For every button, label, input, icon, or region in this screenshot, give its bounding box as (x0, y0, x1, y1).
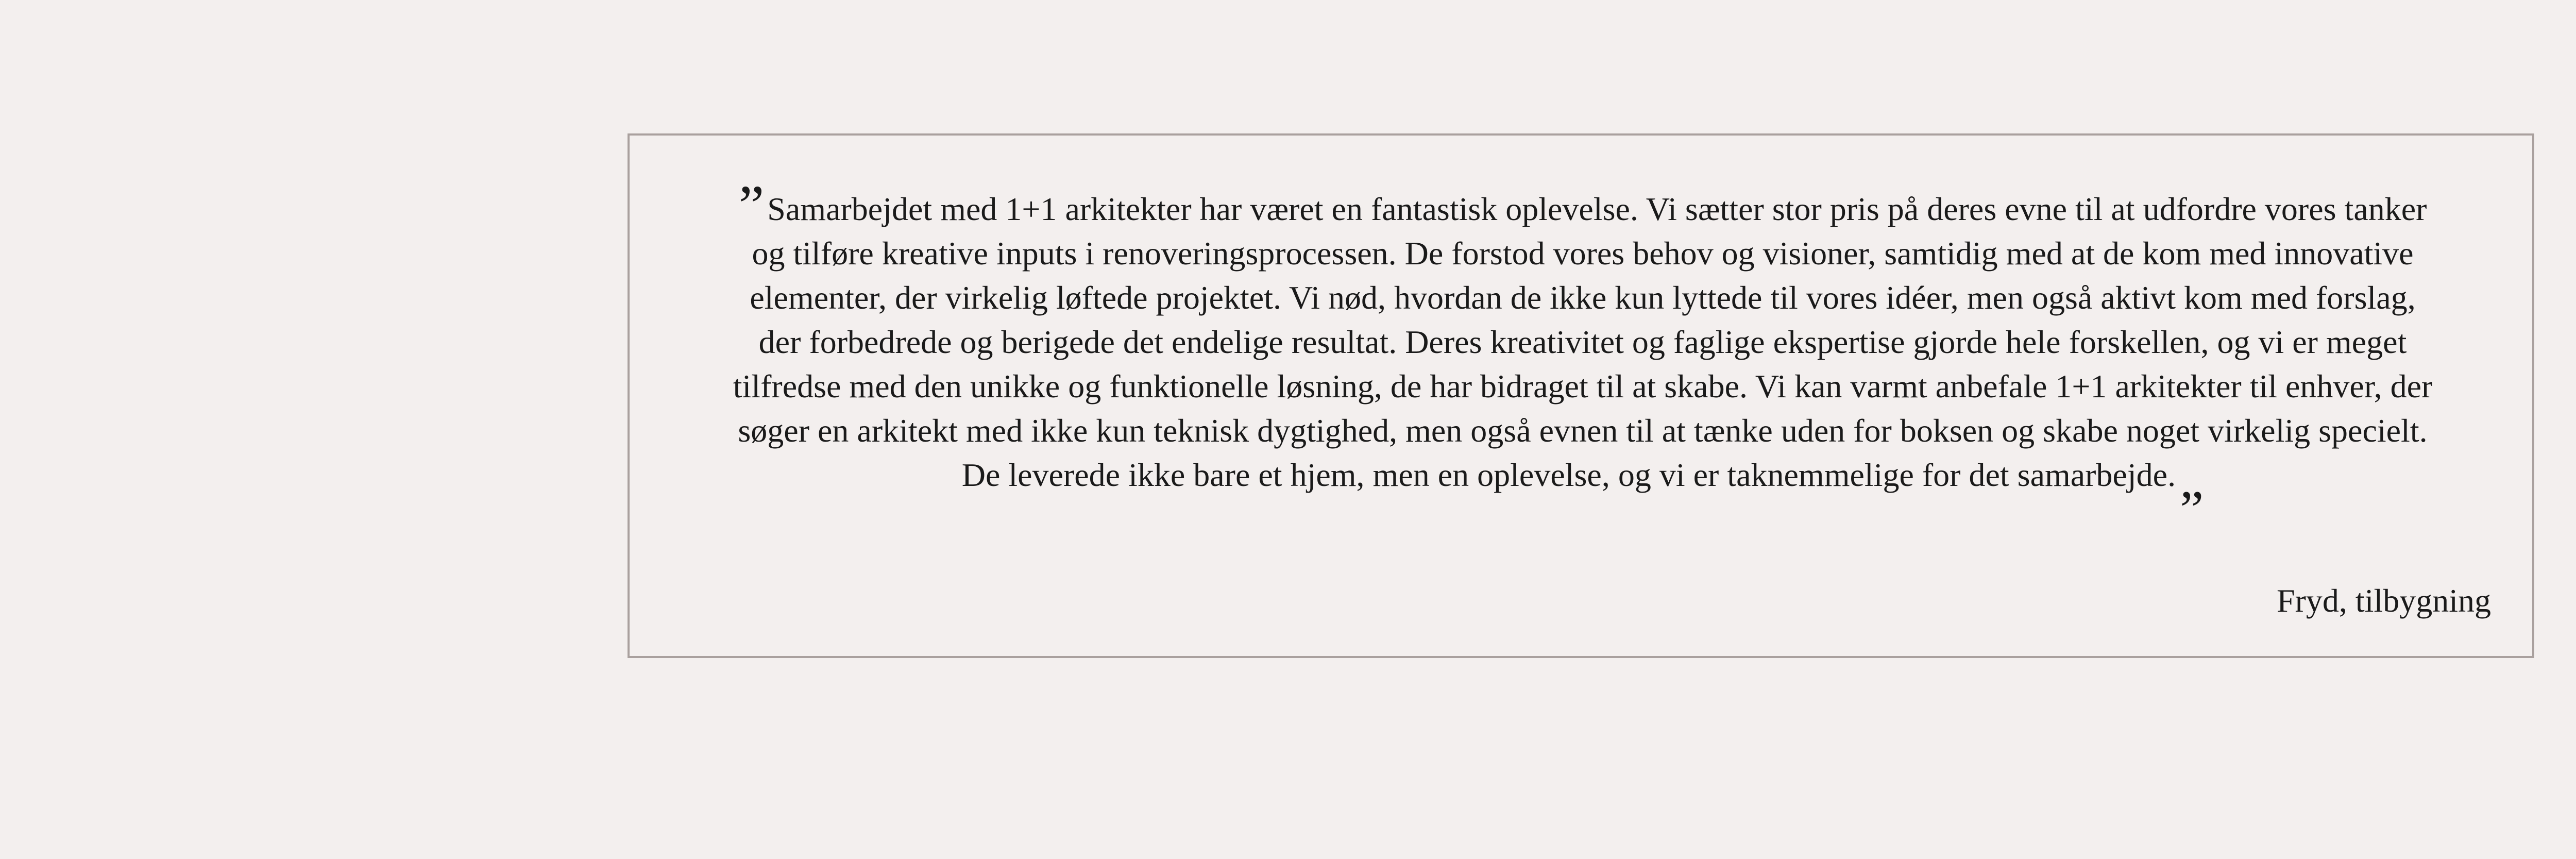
testimonial-quote (727, 174, 2438, 509)
testimonial-author: Fryd, tilbygning (2276, 582, 2491, 619)
testimonial-text: Samarbejdet med 1+1 arkitekter har været en fantastisk oplevelse. Vi sætter stor pris på deres evne til at udfordre vores tanker og tilføre kreative inputs i renoveringsprocessen. De forstod vores behov og visioner, samtidig med at de kom med innovative elementer, der virkelig løftede projektet. Vi nød, hvordan de ikke kun lyttede til vores idéer, men også aktivt kom med forslag, der forbedrede og berigede det endelige resultat. Deres kreativitet og faglige ekspertise gjorde hele forskellen, og vi er meget tilfredse med den unikke og funktionelle løsning, de har bidraget til at skabe. Vi kan varmt anbefale 1+1 arkitekter til enhver, der søger en arkitekt med ikke kun teknisk dygtighed, men også evnen til at tænke uden for boksen og skabe noget virkelig specielt. De leverede ikke bare et hjem, men en oplevelse, og vi er taknemmelige for det samarbejde. (733, 191, 2433, 493)
close-quote-mark: „ (2180, 450, 2204, 509)
open-quote-mark: ” (738, 174, 765, 238)
testimonial-card (628, 133, 2534, 658)
